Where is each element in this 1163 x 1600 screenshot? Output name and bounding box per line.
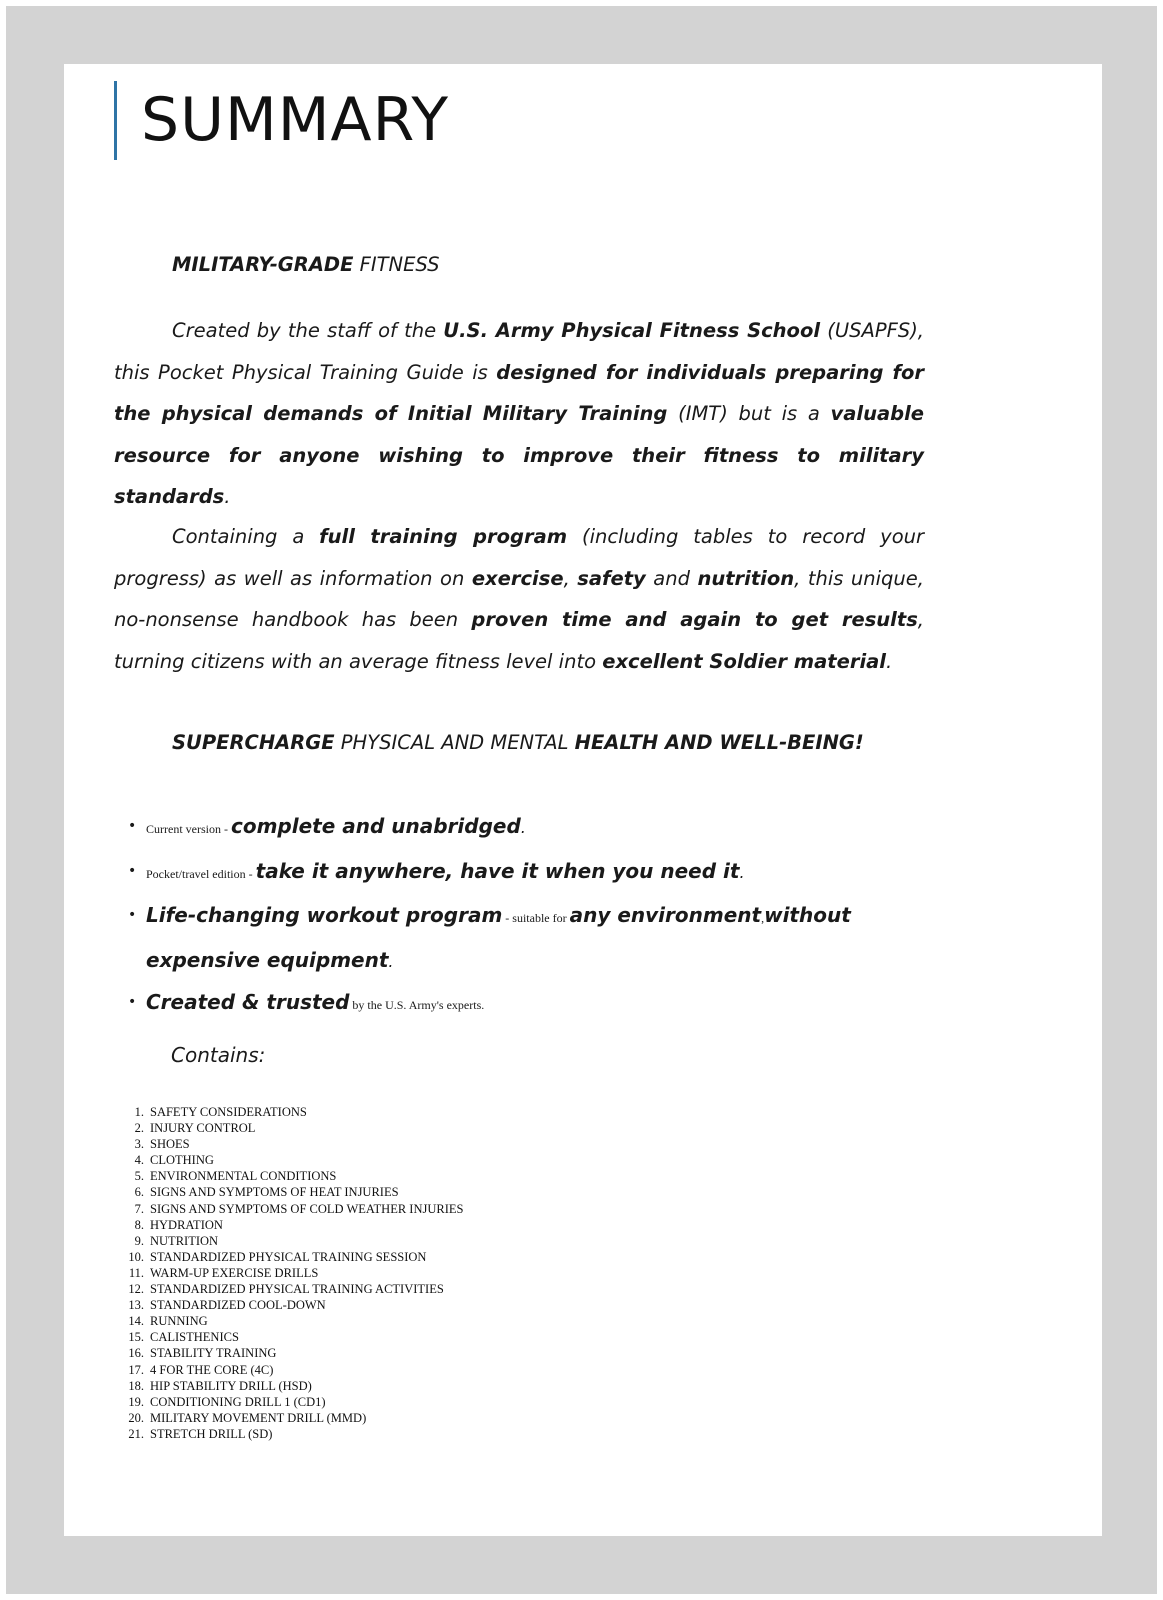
- section-heading-supercharge: [114, 722, 924, 764]
- toc-item-number: 10.: [128, 1249, 144, 1264]
- para2-text-7: .: [885, 649, 893, 673]
- toc-item: [120, 1313, 463, 1329]
- bullet-item: [114, 895, 924, 982]
- para2-bold-2: exercise: [471, 566, 564, 590]
- para2-text-2: (including tables to record your progress) as well as information on: [114, 525, 924, 590]
- toc-item-number: 4.: [134, 1153, 144, 1168]
- toc-item-label: STANDARDIZED PHYSICAL TRAINING ACTIVITIES: [150, 1282, 444, 1297]
- toc-item-label: STANDARDIZED COOL-DOWN: [150, 1298, 326, 1313]
- toc-item: [120, 1394, 463, 1410]
- toc-item: [120, 1329, 463, 1345]
- toc-item-label: RUNNING: [150, 1314, 208, 1329]
- para1-bold-2: designed for individuals preparing for the physical demands of Initial Military Training: [114, 360, 924, 425]
- section-heading-military-grade: [114, 244, 924, 286]
- toc-item-number: 3.: [134, 1137, 144, 1152]
- bullet-bold-text: Created & trusted: [146, 990, 350, 1014]
- para1-text-4: .: [224, 485, 231, 508]
- toc-item-label: SAFETY CONSIDERATIONS: [150, 1105, 307, 1119]
- table-of-contents: [120, 1104, 463, 1442]
- para2-text-5: , this unique, no-nonsense handbook has been: [114, 566, 924, 631]
- para2-bold-4: nutrition: [697, 566, 795, 590]
- para1-text-1: Created by the staff of the: [172, 319, 444, 342]
- toc-item: [120, 1345, 463, 1361]
- bullet-small-text: Pocket/travel edition -: [146, 866, 256, 881]
- toc-item: [120, 1410, 463, 1426]
- heading2-bold-1: SUPERCHARGE: [172, 731, 335, 754]
- para2-text-1: Containing a: [172, 525, 320, 548]
- toc-item-number: 16.: [128, 1346, 144, 1361]
- toc-item-number: 11.: [128, 1265, 144, 1280]
- page-title: SUMMARY: [141, 85, 450, 155]
- toc-item: [120, 1233, 463, 1249]
- para2-bold-3: safety: [577, 566, 646, 590]
- toc-item-label: ENVIRONMENTAL CONDITIONS: [150, 1169, 337, 1184]
- toc-item: [120, 1136, 463, 1152]
- toc-item-label: WARM-UP EXERCISE DRILLS: [150, 1265, 319, 1280]
- toc-item: [120, 1152, 463, 1168]
- heading2-text-1: PHYSICAL AND MENTAL: [334, 731, 575, 754]
- toc-item: [120, 1217, 463, 1233]
- para1-text-3: (IMT) but is a: [667, 402, 831, 425]
- heading2-bold-2: HEALTH AND WELL-BEING!: [574, 731, 864, 754]
- para2-bold-6: excellent Soldier material: [602, 649, 886, 673]
- toc-item-label: SHOES: [150, 1137, 190, 1152]
- bullet-bold-text: any environment: [569, 903, 762, 927]
- toc-item-number: 7.: [134, 1201, 144, 1216]
- toc-item-label: MILITARY MOVEMENT DRILL (MMD): [150, 1410, 367, 1425]
- toc-item-number: 13.: [128, 1298, 144, 1313]
- toc-item-label: SIGNS AND SYMPTOMS OF HEAT INJURIES: [150, 1185, 399, 1200]
- toc-item: [120, 1120, 463, 1136]
- bullet-item: [114, 806, 924, 851]
- contents-paragraph: [114, 516, 924, 682]
- toc-item-label: SIGNS AND SYMPTOMS OF COLD WEATHER INJURIES: [150, 1201, 464, 1216]
- para2-text-4: and: [645, 566, 698, 590]
- bullet-item: [114, 982, 924, 1027]
- bullet-item: [114, 851, 924, 896]
- toc-item-label: INJURY CONTROL: [150, 1121, 256, 1136]
- toc-item-number: 9.: [134, 1233, 144, 1248]
- para2-bold-5: proven time and again to get results: [471, 608, 918, 631]
- toc-item-number: 14.: [128, 1314, 144, 1329]
- toc-item-label: 4 FOR THE CORE (4C): [150, 1362, 274, 1377]
- toc-item: [120, 1426, 463, 1442]
- bullet-end: .: [388, 951, 394, 971]
- heading1-regular: FITNESS: [359, 253, 440, 276]
- toc-item-number: 5.: [134, 1169, 144, 1184]
- bullet-small-text: Current version -: [146, 822, 231, 836]
- toc-item: [120, 1378, 463, 1394]
- bullet-bold-text: take it anywhere, have it when you need it: [255, 858, 740, 883]
- bullet-bold-text: complete and unabridged: [230, 814, 521, 838]
- bullet-bold-text: without expensive equipment: [146, 903, 851, 972]
- para2-text-3: ,: [563, 566, 578, 590]
- toc-item: [120, 1249, 463, 1265]
- toc-item: [120, 1362, 463, 1378]
- toc-item: [120, 1168, 463, 1184]
- toc-item-label: STANDARDIZED PHYSICAL TRAINING SESSION: [150, 1249, 427, 1264]
- toc-item-label: STABILITY TRAINING: [150, 1346, 277, 1361]
- para1-text-2: (USAPFS), this Pocket Physical Training Guide is: [114, 319, 924, 384]
- toc-item-label: HYDRATION: [150, 1217, 223, 1232]
- toc-item-label: CALISTHENICS: [150, 1330, 239, 1345]
- toc-item-label: NUTRITION: [150, 1233, 219, 1248]
- toc-item-number: 20.: [128, 1410, 144, 1425]
- toc-item-number: 6.: [134, 1185, 144, 1200]
- bullet-small-text: by the U.S. Army's experts.: [349, 998, 485, 1012]
- toc-item-number: 21.: [128, 1426, 144, 1441]
- para2-bold-1: full training program: [319, 525, 568, 548]
- toc-item: [120, 1201, 463, 1217]
- para2-text-6: , turning citizens with an average fitness level into: [114, 608, 924, 673]
- toc-item-number: 18.: [128, 1378, 144, 1393]
- toc-item-label: STRETCH DRILL (SD): [150, 1426, 273, 1441]
- toc-item: [120, 1104, 463, 1120]
- toc-item-label: CONDITIONING DRILL 1 (CD1): [150, 1394, 326, 1409]
- bullet-comma: ,: [761, 911, 765, 925]
- toc-item-label: CLOTHING: [150, 1153, 214, 1168]
- toc-item-number: 8.: [134, 1217, 144, 1232]
- bullet-end: .: [739, 862, 745, 882]
- toc-item: [120, 1184, 463, 1200]
- bullet-end: .: [520, 818, 526, 837]
- toc-item-label: HIP STABILITY DRILL (HSD): [150, 1378, 312, 1393]
- feature-bullet-list: [114, 806, 924, 1027]
- toc-item-number: 12.: [128, 1282, 144, 1297]
- toc-item-number: 19.: [128, 1394, 144, 1409]
- heading1-bold: MILITARY-GRADE: [172, 253, 354, 276]
- intro-paragraph: [114, 310, 924, 518]
- toc-item: [120, 1265, 463, 1281]
- contains-label: Contains:: [171, 1043, 266, 1067]
- toc-item: [120, 1297, 463, 1313]
- toc-item-number: 17.: [128, 1362, 144, 1377]
- para1-bold-3: valuable resource for anyone wishing to improve their fitness to military standards: [114, 402, 925, 508]
- para1-bold-1: U.S. Army Physical Fitness School: [443, 319, 821, 342]
- toc-item-number: 1.: [134, 1105, 144, 1119]
- toc-item: [120, 1281, 463, 1297]
- toc-item-number: 15.: [128, 1330, 144, 1345]
- title-accent-bar: [114, 81, 117, 160]
- bullet-bold-text: Life-changing workout program: [146, 903, 503, 927]
- bullet-small-text: - suitable for: [502, 911, 570, 925]
- toc-item-number: 2.: [134, 1121, 144, 1136]
